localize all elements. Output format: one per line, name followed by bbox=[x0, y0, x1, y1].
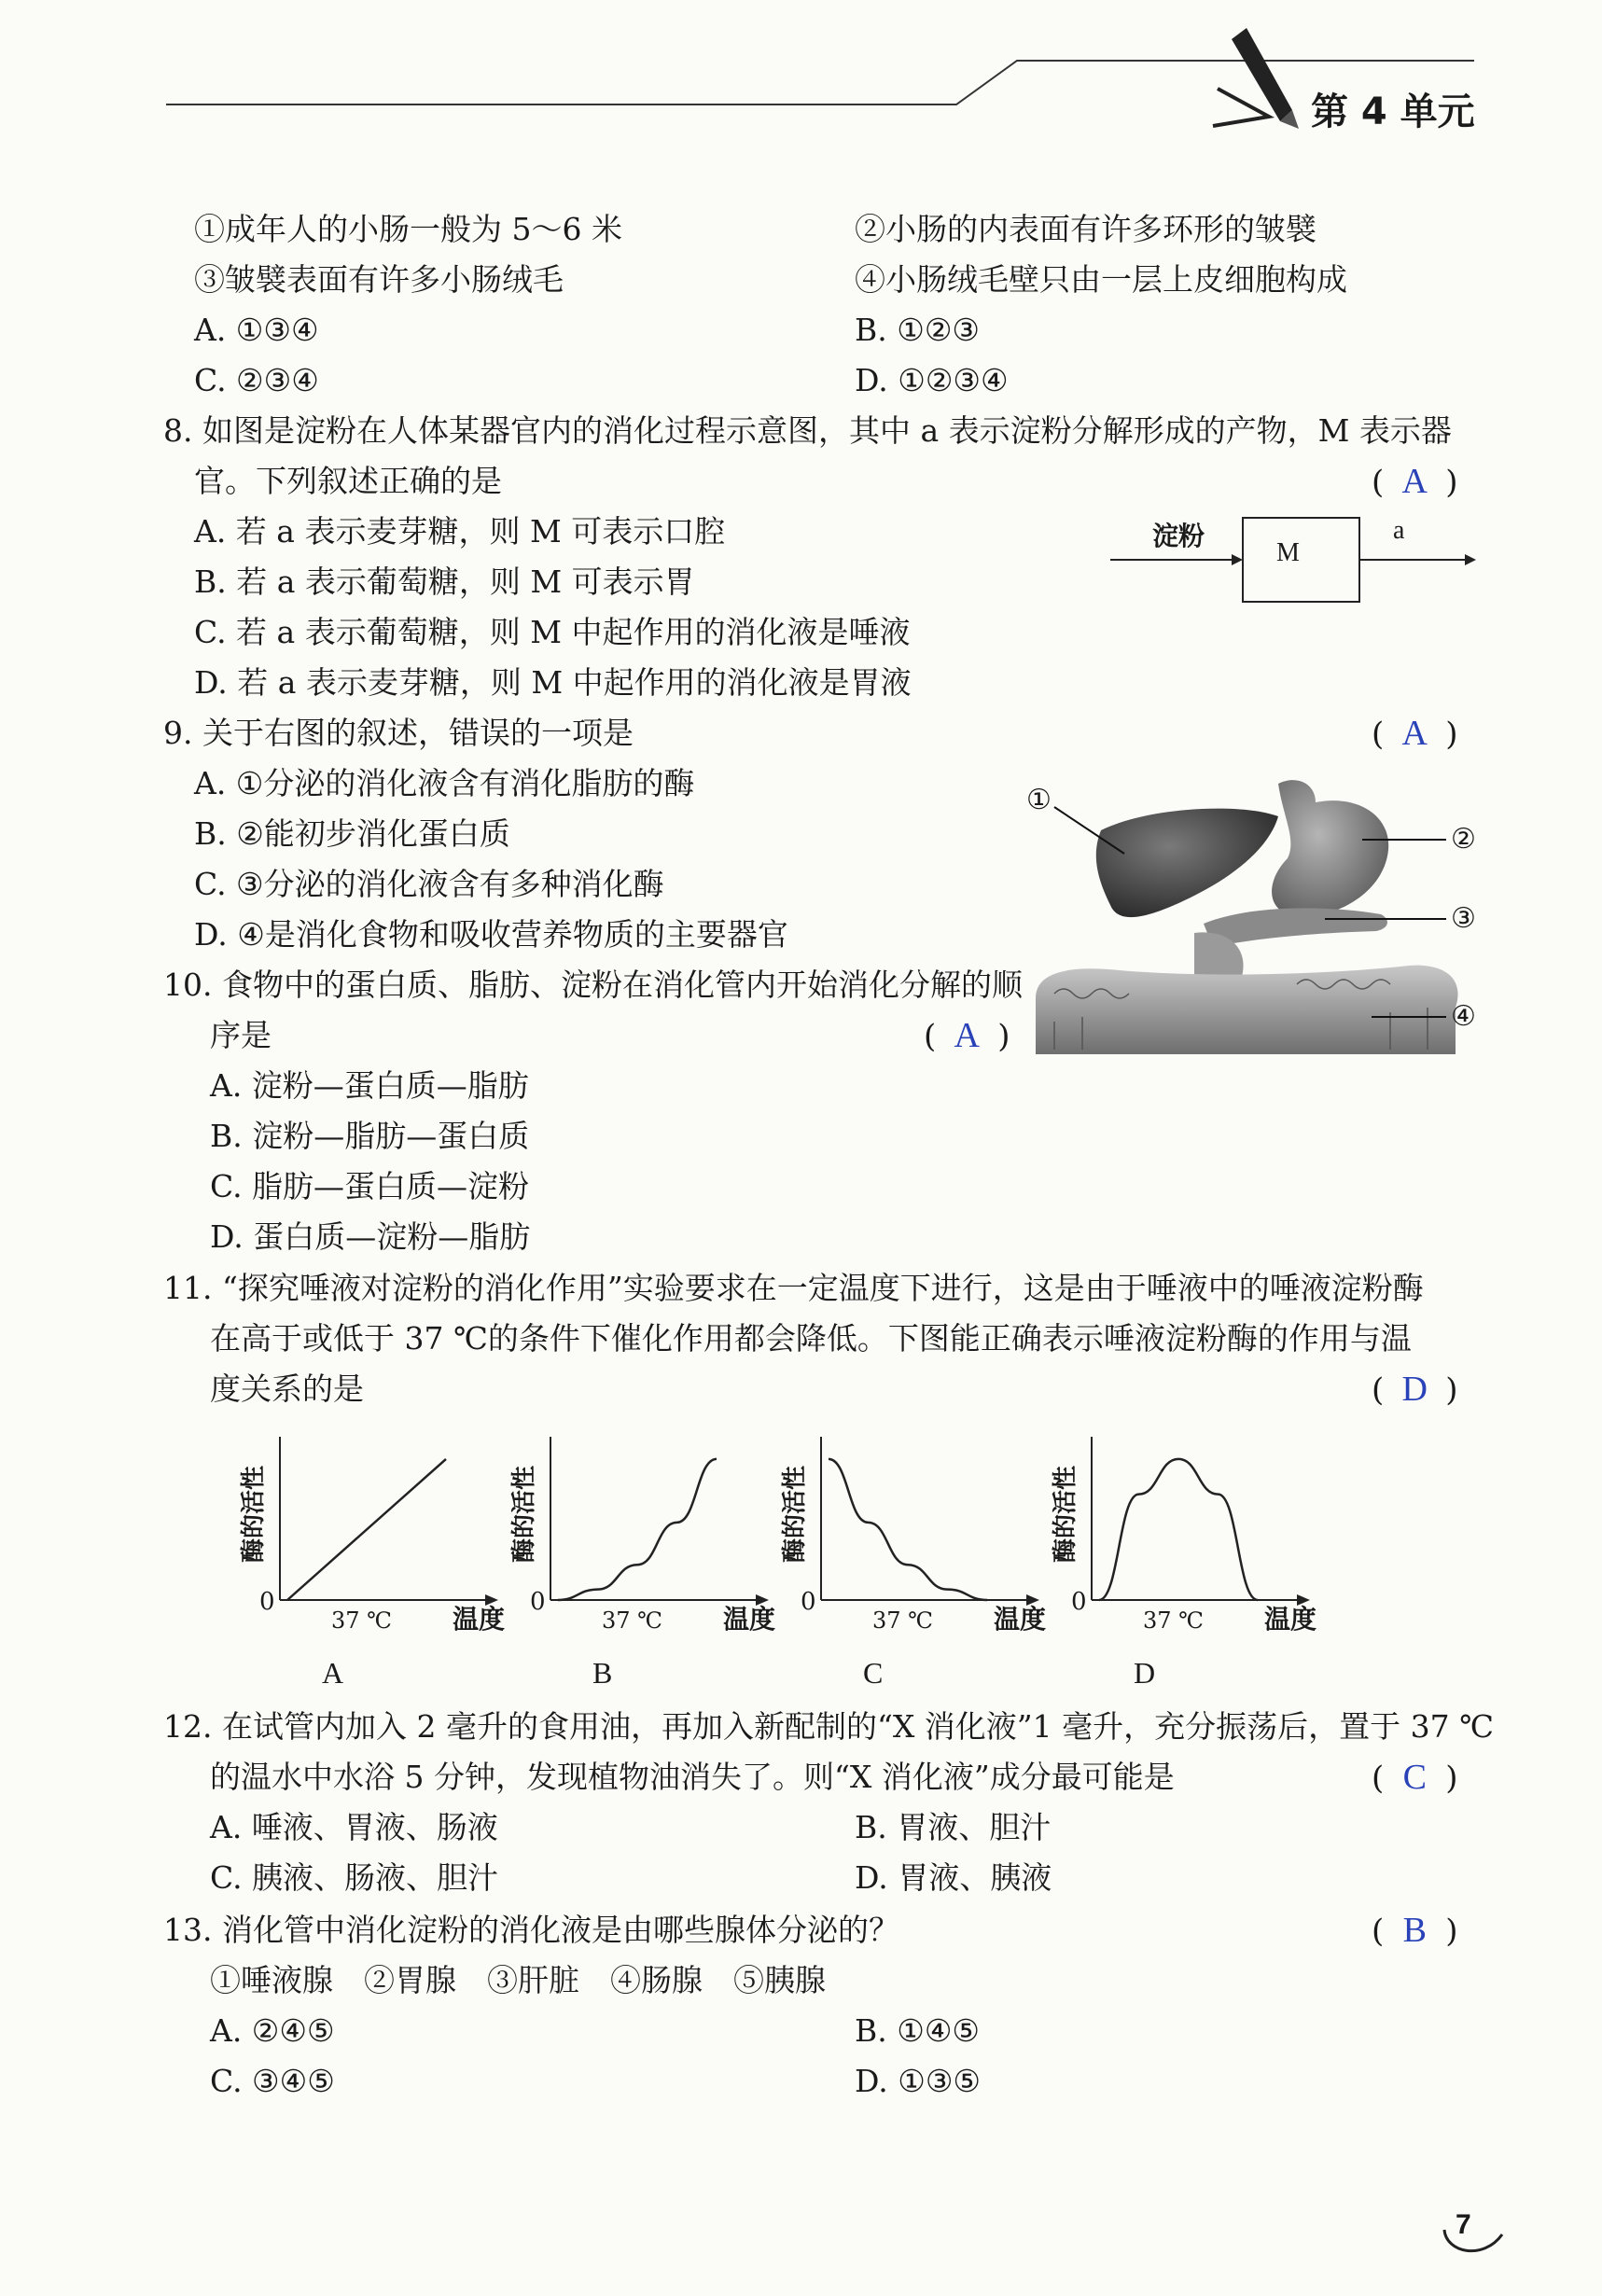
q7-option-d: D. ①②③④ bbox=[855, 362, 1009, 398]
digestive-organs-illustration bbox=[1017, 765, 1502, 1054]
q8-answer-letter: A bbox=[1401, 462, 1428, 501]
diagram-input-label: 淀粉 bbox=[1152, 521, 1205, 551]
y-axis-label: 酶的活性 bbox=[1052, 1465, 1080, 1563]
q11-stem-line-1: 11. “探究唾液对淀粉的消化作用”实验要求在一定温度下进行，这是由于唾液中的唾液淀粉酶 bbox=[163, 1270, 1424, 1306]
tick-label-37: 37 ℃ bbox=[1143, 1607, 1205, 1634]
series-line-B bbox=[558, 1459, 717, 1600]
q11-answer: ( D ) bbox=[1372, 1370, 1458, 1409]
q7-option-c: C. ②③④ bbox=[194, 362, 319, 398]
q13-items: ①唾液腺 ②胃腺 ③肝脏 ④肠腺 ⑤胰腺 bbox=[210, 1962, 826, 1998]
q13-answer: ( B ) bbox=[1372, 1911, 1458, 1950]
origin-label: 0 bbox=[801, 1588, 816, 1616]
q13-stem: 13. 消化管中消化淀粉的消化液是由哪些腺体分泌的？ bbox=[163, 1912, 899, 1948]
chart-option-label-B: B bbox=[592, 1656, 613, 1690]
enzyme-temperature-charts bbox=[0, 1437, 1602, 1698]
diagram-output-label: a bbox=[1393, 516, 1405, 545]
q10-stem-line-2: 序是 bbox=[210, 1017, 272, 1053]
q13-option-c: C. ③④⑤ bbox=[210, 2063, 335, 2099]
q13-option-a: A. ②④⑤ bbox=[210, 2012, 335, 2049]
q13-option-b: B. ①④⑤ bbox=[855, 2012, 980, 2049]
q7-option-b: B. ①②③ bbox=[855, 312, 980, 348]
chart-B bbox=[495, 1437, 812, 1698]
chart-option-label-C: C bbox=[863, 1656, 884, 1690]
origin-label: 0 bbox=[530, 1588, 546, 1616]
series-line-C bbox=[829, 1459, 987, 1600]
chart-option-label-D: D bbox=[1134, 1656, 1156, 1690]
q7-option-a: A. ①③④ bbox=[194, 312, 319, 348]
unit-title: 第 4 单元 bbox=[1311, 90, 1475, 133]
y-axis-label: 酶的活性 bbox=[510, 1465, 538, 1563]
q10-option-b: B. 淀粉—脂肪—蛋白质 bbox=[210, 1118, 530, 1154]
page-number-swoosh bbox=[1437, 2197, 1511, 2262]
q8-stem-line-1: 8. 如图是淀粉在人体某器官内的消化过程示意图，其中 a 表示淀粉分解形成的产物，M 表示器 bbox=[163, 412, 1452, 449]
q12-option-c: C. 胰液、肠液、胆汁 bbox=[210, 1859, 499, 1896]
q7-statement-3: ③皱襞表面有许多小肠绒毛 bbox=[194, 261, 564, 298]
q8-answer: ( A ) bbox=[1372, 462, 1458, 501]
tick-label-37: 37 ℃ bbox=[872, 1607, 934, 1634]
q10-option-c: C. 脂肪—蛋白质—淀粉 bbox=[210, 1168, 530, 1204]
q8-stem-line-2: 官。下列叙述正确的是 bbox=[194, 463, 502, 499]
q12-option-b: B. 胃液、胆汁 bbox=[855, 1809, 1052, 1845]
q11-stem-line-3: 度关系的是 bbox=[210, 1371, 364, 1407]
q10-option-a: A. 淀粉—蛋白质—脂肪 bbox=[210, 1067, 529, 1104]
pencil-icon bbox=[1232, 28, 1292, 121]
q7-statement-2: ②小肠的内表面有许多环形的皱襞 bbox=[855, 211, 1316, 247]
q9-answer-letter: A bbox=[1401, 714, 1428, 753]
q9-option-b: B. ②能初步消化蛋白质 bbox=[194, 815, 510, 852]
q7-statement-1: ①成年人的小肠一般为 5～6 米 bbox=[194, 211, 622, 247]
tick-label-37: 37 ℃ bbox=[331, 1607, 393, 1634]
x-axis-label: 温度 bbox=[1264, 1604, 1317, 1635]
q11-answer-letter: D bbox=[1401, 1370, 1428, 1409]
q9-option-a: A. ①分泌的消化液含有消化脂肪的酶 bbox=[194, 765, 695, 801]
x-axis-label: 温度 bbox=[453, 1604, 506, 1635]
q13-answer-letter: B bbox=[1402, 1911, 1427, 1950]
q13-option-d: D. ①③⑤ bbox=[855, 2063, 982, 2099]
q8-option-c: C. 若 a 表示葡萄糖，则 M 中起作用的消化液是唾液 bbox=[194, 614, 911, 650]
chart-C bbox=[765, 1437, 1082, 1698]
organ-label-4: ④ bbox=[1451, 1000, 1476, 1033]
y-axis-label: 酶的活性 bbox=[240, 1465, 268, 1563]
x-axis-label: 温度 bbox=[994, 1604, 1047, 1635]
q9-stem: 9. 关于右图的叙述，错误的一项是 bbox=[163, 715, 634, 751]
q12-stem-line-2: 的温水中水浴 5 分钟，发现植物油消失了。则“X 消化液”成分最可能是 bbox=[210, 1759, 1175, 1795]
chart-D bbox=[1036, 1437, 1353, 1698]
chart-A bbox=[224, 1437, 541, 1698]
q8-option-a: A. 若 a 表示麦芽糖，则 M 可表示口腔 bbox=[194, 513, 726, 550]
q9-option-c: C. ③分泌的消化液含有多种消化酶 bbox=[194, 866, 664, 902]
origin-label: 0 bbox=[1071, 1588, 1087, 1616]
q11-stem-line-2: 在高于或低于 37 ℃的条件下催化作用都会降低。下图能正确表示唾液淀粉酶的作用与温 bbox=[210, 1320, 1412, 1357]
tick-label-37: 37 ℃ bbox=[602, 1607, 663, 1634]
organ-label-3: ③ bbox=[1451, 902, 1476, 935]
q10-answer: ( A ) bbox=[924, 1016, 1010, 1055]
q7-statement-4: ④小肠绒毛壁只由一层上皮细胞构成 bbox=[855, 261, 1347, 298]
q12-option-d: D. 胃液、胰液 bbox=[855, 1859, 1052, 1896]
x-axis-label: 温度 bbox=[723, 1604, 776, 1635]
q8-option-b: B. 若 a 表示葡萄糖，则 M 可表示胃 bbox=[194, 564, 695, 600]
q9-option-d: D. ④是消化食物和吸收营养物质的主要器官 bbox=[194, 916, 788, 953]
page-number: 7 bbox=[1456, 2209, 1471, 2240]
q12-option-a: A. 唾液、胃液、肠液 bbox=[210, 1809, 498, 1845]
diagram-box-label: M bbox=[1276, 538, 1300, 567]
series-line-D bbox=[1099, 1459, 1258, 1600]
q10-answer-letter: A bbox=[954, 1016, 980, 1055]
q10-stem-line-1: 10. 食物中的蛋白质、脂肪、淀粉在消化管内开始消化分解的顺 bbox=[163, 967, 1023, 1003]
q12-answer-letter: C bbox=[1402, 1758, 1427, 1797]
series-line-A bbox=[287, 1459, 446, 1600]
y-axis-label: 酶的活性 bbox=[781, 1465, 809, 1563]
organ-label-2: ② bbox=[1451, 823, 1476, 856]
q8-option-d: D. 若 a 表示麦芽糖，则 M 中起作用的消化液是胃液 bbox=[194, 664, 912, 701]
origin-label: 0 bbox=[259, 1588, 275, 1616]
q12-answer: ( C ) bbox=[1372, 1758, 1458, 1797]
q12-stem-line-1: 12. 在试管内加入 2 毫升的食用油，再加入新配制的“X 消化液”1 毫升，充分振荡后，置于 37 ℃ bbox=[163, 1708, 1495, 1745]
organ-label-1: ① bbox=[1026, 784, 1052, 816]
chart-option-label-A: A bbox=[322, 1656, 344, 1690]
q9-answer: ( A ) bbox=[1372, 714, 1458, 753]
q10-option-d: D. 蛋白质—淀粉—脂肪 bbox=[210, 1218, 531, 1255]
